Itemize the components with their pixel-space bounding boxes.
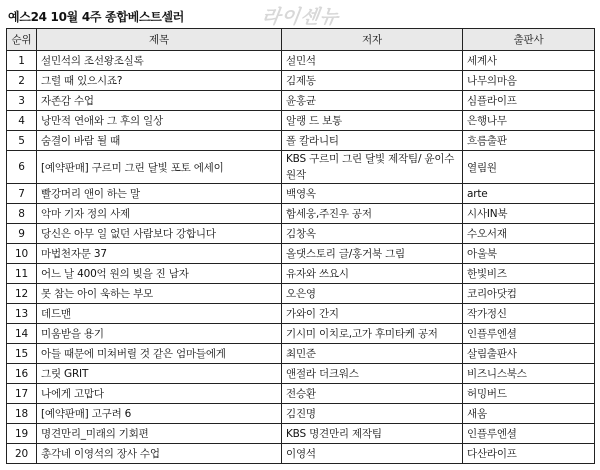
publisher-cell: 나무의마음 (463, 71, 595, 91)
table-row (7, 324, 595, 344)
title-cell: 낭만적 연애와 그 후의 일상 (37, 111, 282, 131)
title-cell: 빨강머리 앤이 하는 말 (37, 184, 282, 204)
table-row (7, 264, 595, 284)
header-title: 제목 (37, 29, 282, 51)
author-cell: 오은영 (282, 284, 463, 304)
header-author: 저자 (282, 29, 463, 51)
rank-cell: 1 (7, 51, 37, 71)
publisher-cell: 흐름출판 (463, 131, 595, 151)
publisher-cell: 심플라이프 (463, 91, 595, 111)
publisher-cell: 은행나무 (463, 111, 595, 131)
table-row (7, 244, 595, 264)
author-cell: 전승환 (282, 384, 463, 404)
table-row (7, 284, 595, 304)
rank-cell: 9 (7, 224, 37, 244)
title-cell: 그릿 GRIT (37, 364, 282, 384)
author-cell: 함세웅,주진우 공저 (282, 204, 463, 224)
publisher-cell: 인플루엔셜 (463, 324, 595, 344)
publisher-cell: 비즈니스북스 (463, 364, 595, 384)
table-row (7, 204, 595, 224)
table-row (7, 444, 595, 464)
rank-cell: 15 (7, 344, 37, 364)
title-cell: 악마 기자 정의 사제 (37, 204, 282, 224)
rank-cell: 2 (7, 71, 37, 91)
title-cell: 나에게 고맙다 (37, 384, 282, 404)
author-cell: 김진명 (282, 404, 463, 424)
table-row (7, 344, 595, 364)
table-row (7, 111, 595, 131)
publisher-cell: 세계사 (463, 51, 595, 71)
rank-cell: 11 (7, 264, 37, 284)
author-cell: 유자와 쓰요시 (282, 264, 463, 284)
rank-cell: 17 (7, 384, 37, 404)
table-row (7, 224, 595, 244)
rank-cell: 5 (7, 131, 37, 151)
rank-cell: 3 (7, 91, 37, 111)
rank-cell: 12 (7, 284, 37, 304)
title-cell: [예약판매] 구르미 그린 달빛 포토 에세이 (37, 151, 282, 184)
table-row (7, 424, 595, 444)
table-row (7, 304, 595, 324)
publisher-cell: 열림원 (463, 151, 595, 184)
title-cell: 데드맨 (37, 304, 282, 324)
publisher-cell: 수오서재 (463, 224, 595, 244)
author-cell: 백영옥 (282, 184, 463, 204)
title-cell: 설민석의 조선왕조실록 (37, 51, 282, 71)
table-row (7, 184, 595, 204)
title-cell: 총각네 이영석의 장사 수업 (37, 444, 282, 464)
title-cell: 그럴 때 있으시죠? (37, 71, 282, 91)
title-cell: 당신은 아무 일 없던 사람보다 강합니다 (37, 224, 282, 244)
rank-cell: 19 (7, 424, 37, 444)
publisher-cell: 다산라이프 (463, 444, 595, 464)
publisher-cell: arte (463, 184, 595, 204)
publisher-cell: 허밍버드 (463, 384, 595, 404)
publisher-cell: 코리아닷컴 (463, 284, 595, 304)
author-cell: 김창옥 (282, 224, 463, 244)
rank-cell: 7 (7, 184, 37, 204)
publisher-cell: 시사IN북 (463, 204, 595, 224)
publisher-cell: 아울북 (463, 244, 595, 264)
title-cell: 못 참는 아이 욱하는 부모 (37, 284, 282, 304)
table-row (7, 131, 595, 151)
author-cell: 김제동 (282, 71, 463, 91)
watermark-logo: 라이센뉴 (260, 6, 341, 28)
publisher-cell: 새움 (463, 404, 595, 424)
page-title: 예스24 10월 4주 종합베스트셀러 (8, 10, 185, 24)
rank-cell: 20 (7, 444, 37, 464)
rank-cell: 18 (7, 404, 37, 424)
author-cell: 설민석 (282, 51, 463, 71)
rank-cell: 13 (7, 304, 37, 324)
bestseller-table (6, 28, 595, 464)
rank-cell: 6 (7, 151, 37, 184)
title-cell: 어느 날 400억 원의 빚을 진 남자 (37, 264, 282, 284)
title-cell: 미움받을 용기 (37, 324, 282, 344)
rank-cell: 10 (7, 244, 37, 264)
table-header-row (7, 29, 595, 51)
table-row (7, 71, 595, 91)
author-cell: KBS 명견만리 제작팀 (282, 424, 463, 444)
table-row (7, 151, 595, 184)
author-cell: 윤홍균 (282, 91, 463, 111)
author-cell: 이영석 (282, 444, 463, 464)
author-cell: 앤절라 더크워스 (282, 364, 463, 384)
author-cell: 알랭 드 보통 (282, 111, 463, 131)
title-cell: 명견만리_미래의 기회편 (37, 424, 282, 444)
author-cell: 기시미 이치로,고가 후미타케 공저 (282, 324, 463, 344)
author-cell: 올댓스토리 글/홍거북 그림 (282, 244, 463, 264)
table-row (7, 384, 595, 404)
publisher-cell: 작가정신 (463, 304, 595, 324)
author-cell: 최민준 (282, 344, 463, 364)
author-cell: 폴 칼라니티 (282, 131, 463, 151)
rank-cell: 4 (7, 111, 37, 131)
table-row (7, 404, 595, 424)
header-publisher: 출판사 (463, 29, 595, 51)
rank-cell: 16 (7, 364, 37, 384)
title-cell: 아들 때문에 미쳐버릴 것 같은 엄마들에게 (37, 344, 282, 364)
header-rank: 순위 (7, 29, 37, 51)
table-row (7, 364, 595, 384)
publisher-cell: 살림출판사 (463, 344, 595, 364)
author-cell: 가와이 간지 (282, 304, 463, 324)
table-row (7, 51, 595, 71)
rank-cell: 8 (7, 204, 37, 224)
publisher-cell: 한빛비즈 (463, 264, 595, 284)
author-cell: KBS 구르미 그린 달빛 제작팀/ 윤이수 원작 (282, 151, 463, 184)
title-cell: [예약판매] 고구려 6 (37, 404, 282, 424)
publisher-cell: 인플루엔셜 (463, 424, 595, 444)
title-cell: 숨결이 바람 될 때 (37, 131, 282, 151)
table-row (7, 91, 595, 111)
rank-cell: 14 (7, 324, 37, 344)
title-cell: 자존감 수업 (37, 91, 282, 111)
title-cell: 마법천자문 37 (37, 244, 282, 264)
